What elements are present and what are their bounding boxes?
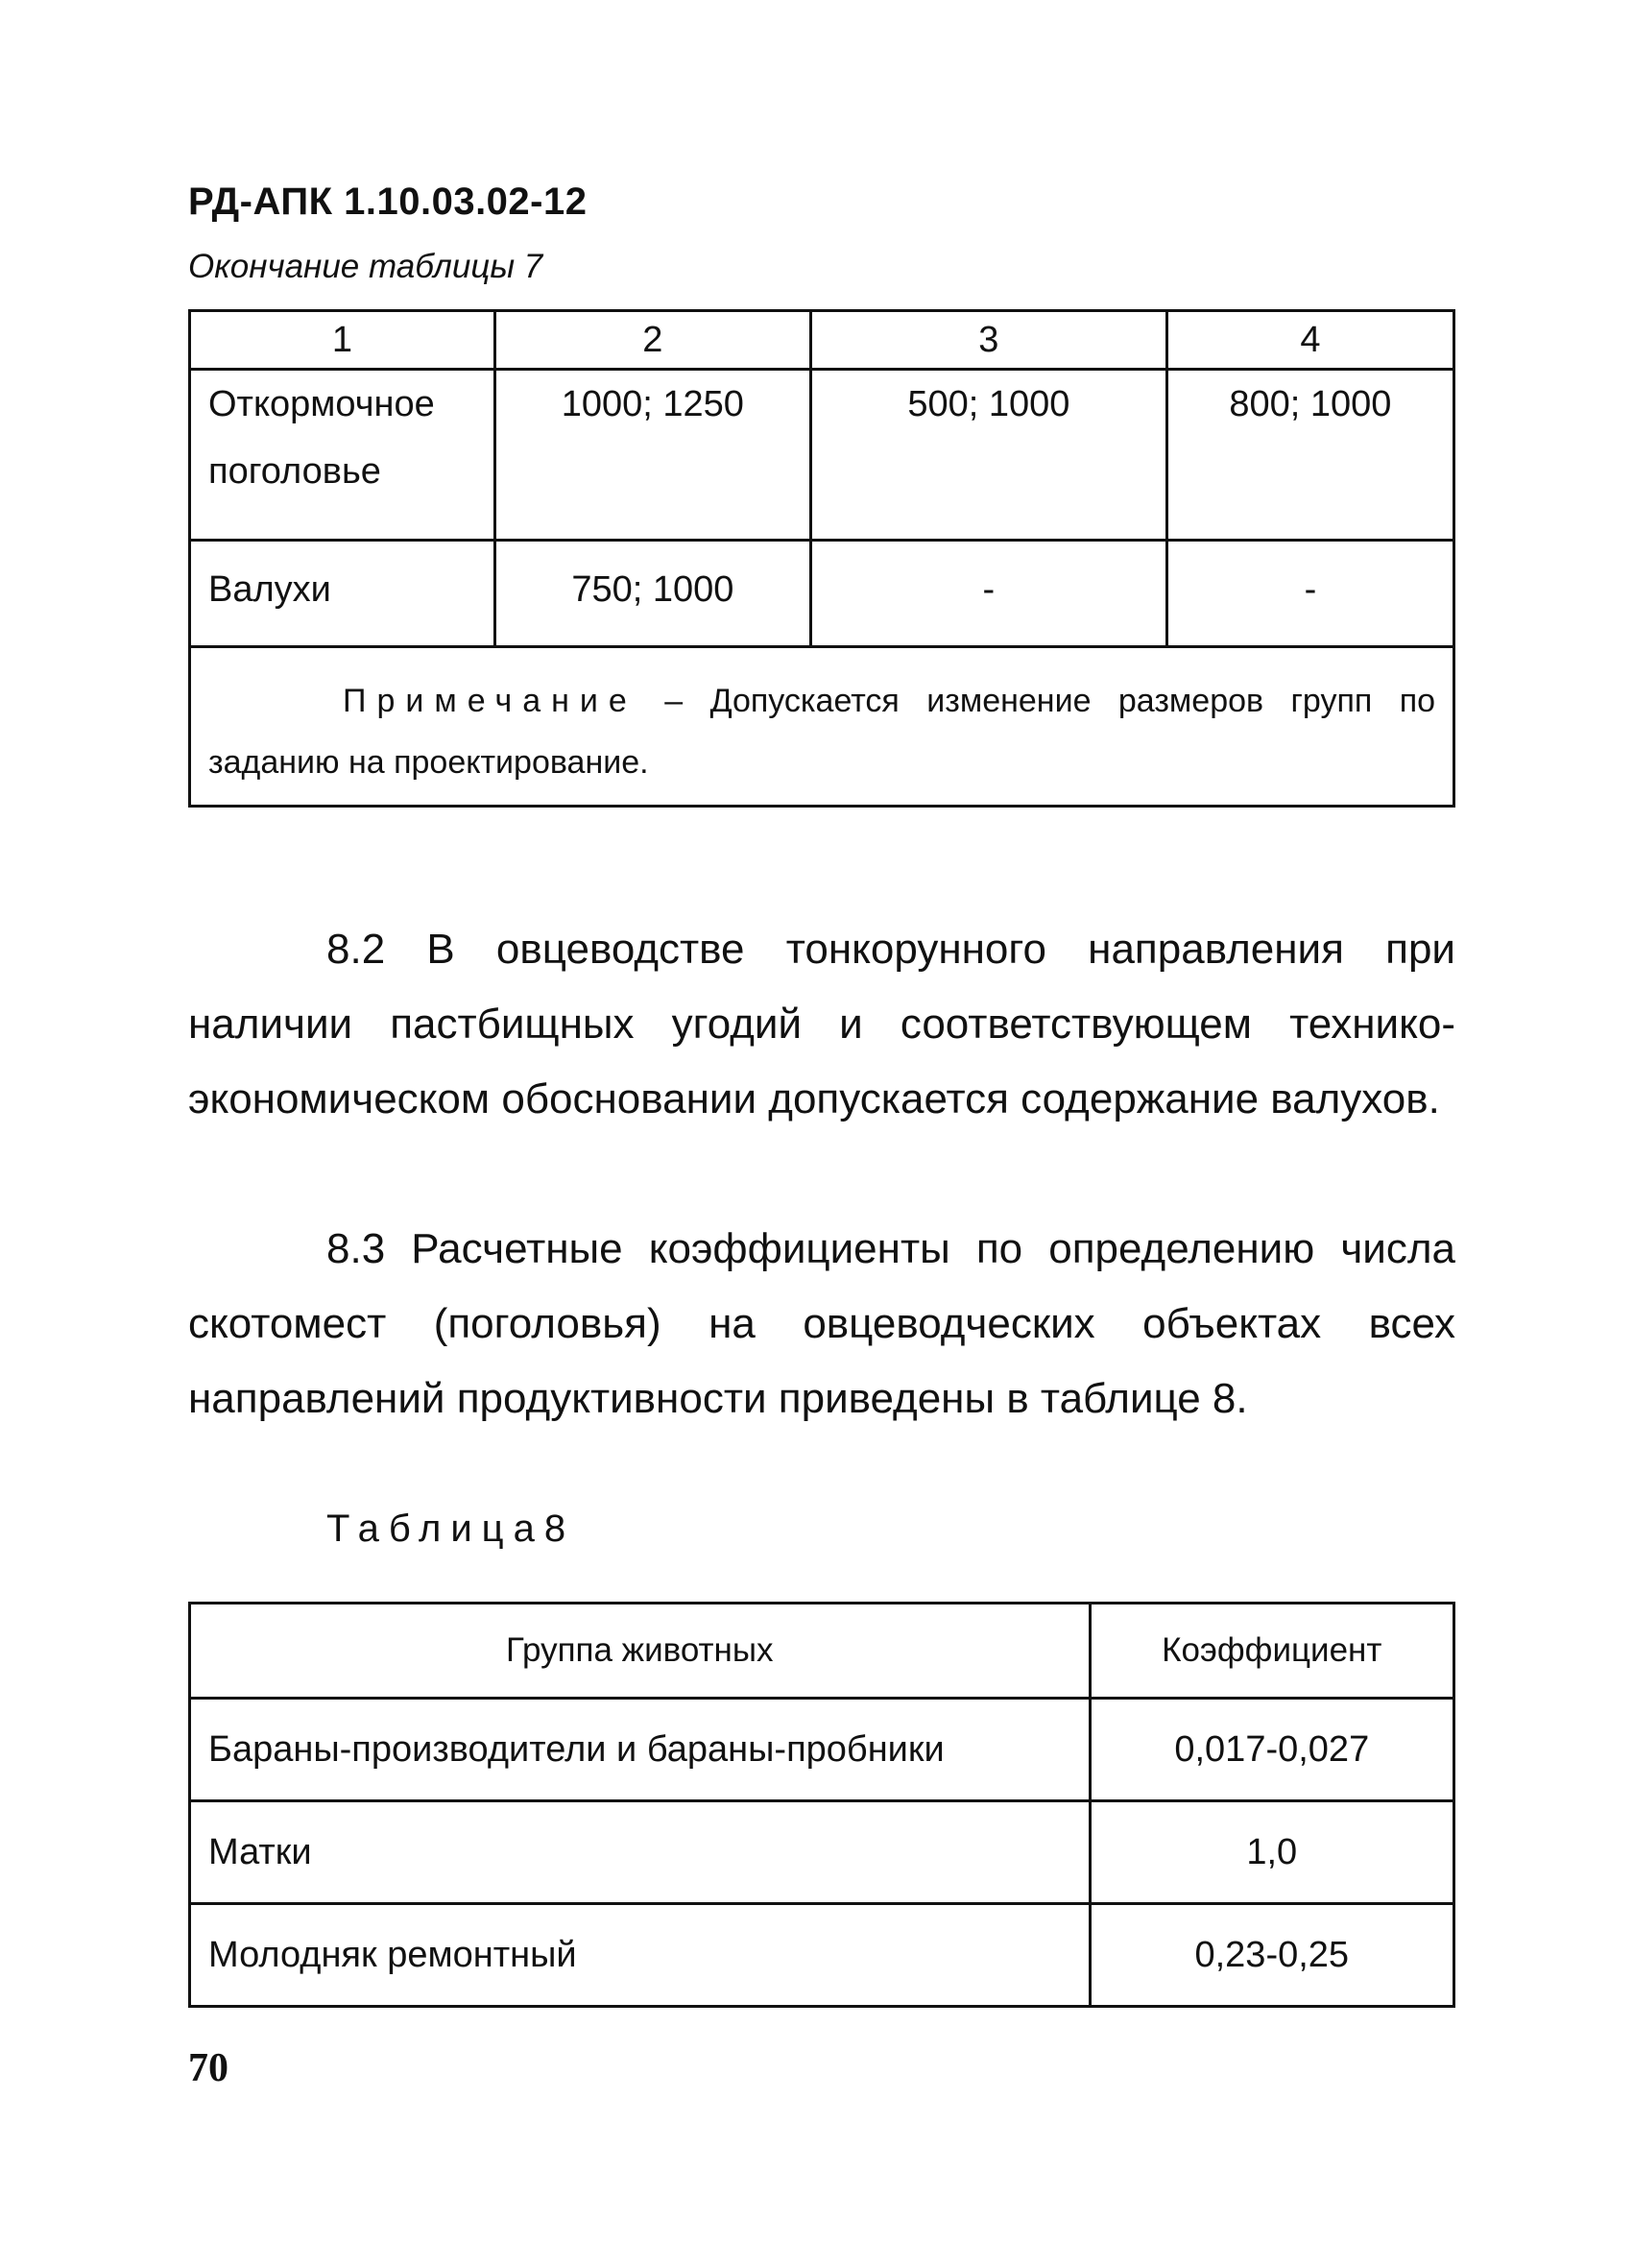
table-row [190,1699,1454,1801]
paragraph-8-2 [188,912,1455,1137]
table-continuation-caption: Окончание таблицы 7 [188,248,543,285]
table-8-header-cell: Группа животных [190,1604,1091,1699]
table-8-coef-cell: 1,0 [1090,1801,1453,1904]
paragraph-8-3 [188,1212,1455,1436]
table-7-header-cell: 3 [810,311,1166,370]
paragraph-text: 8.2 В овцеводстве тонкорунного направления при наличии пастбищных угодий и соответствующем технико-экономическом обосновании допускается содержание валухов. [188,926,1455,1122]
table-7-header-cell: 4 [1166,311,1453,370]
table-7-value-cell: - [1166,541,1453,647]
table-8-group-cell: Матки [190,1801,1091,1904]
note-text: – Допускается изменение размеров групп по заданию на проектирование. [208,682,1436,781]
table-8-group-cell: Молодняк ремонтный [190,1904,1091,2007]
table-7-continuation [188,309,1455,808]
table-row [190,541,1454,647]
table-row [190,1801,1454,1904]
paragraph-text: 8.3 Расчетные коэффициенты по определению числа скотомест (поголовья) на овцеводческих объектах всех направлений продуктивности приведены в таблице 8. [188,1225,1455,1422]
table-7-value-cell: - [810,541,1166,647]
table-8-coef-cell: 0,017-0,027 [1090,1699,1453,1801]
table-7-note-cell [190,647,1454,807]
table-7-value-cell: 500; 1000 [810,370,1166,541]
document-code: РД-АПК 1.10.03.02-12 [188,181,588,223]
page-number: 70 [188,2046,228,2090]
table-8-group-cell: Бараны-производители и бараны-пробники [190,1699,1091,1801]
table-7-header-cell: 2 [494,311,810,370]
table-8-header-row [190,1604,1454,1699]
table-7-note-row [190,647,1454,807]
table-8 [188,1602,1455,2008]
table-row [190,1904,1454,2007]
table-7-group-cell [190,370,495,541]
group-name-line: Откормочное [208,384,435,424]
table-8-header-cell: Коэффициент [1090,1604,1453,1699]
table-8-caption: Таблица8 [326,1508,576,1550]
table-7-group-cell: Валухи [190,541,495,647]
group-name-line: поголовье [208,451,381,492]
table-7-value-cell: 1000; 1250 [494,370,810,541]
table-7-value-cell: 800; 1000 [1166,370,1453,541]
table-row [190,370,1454,541]
table-8-coef-cell: 0,23-0,25 [1090,1904,1453,2007]
note-label: Примечание [343,682,637,719]
table-7-header-cell: 1 [190,311,495,370]
table-7-value-cell: 750; 1000 [494,541,810,647]
table-7-header-row [190,311,1454,370]
